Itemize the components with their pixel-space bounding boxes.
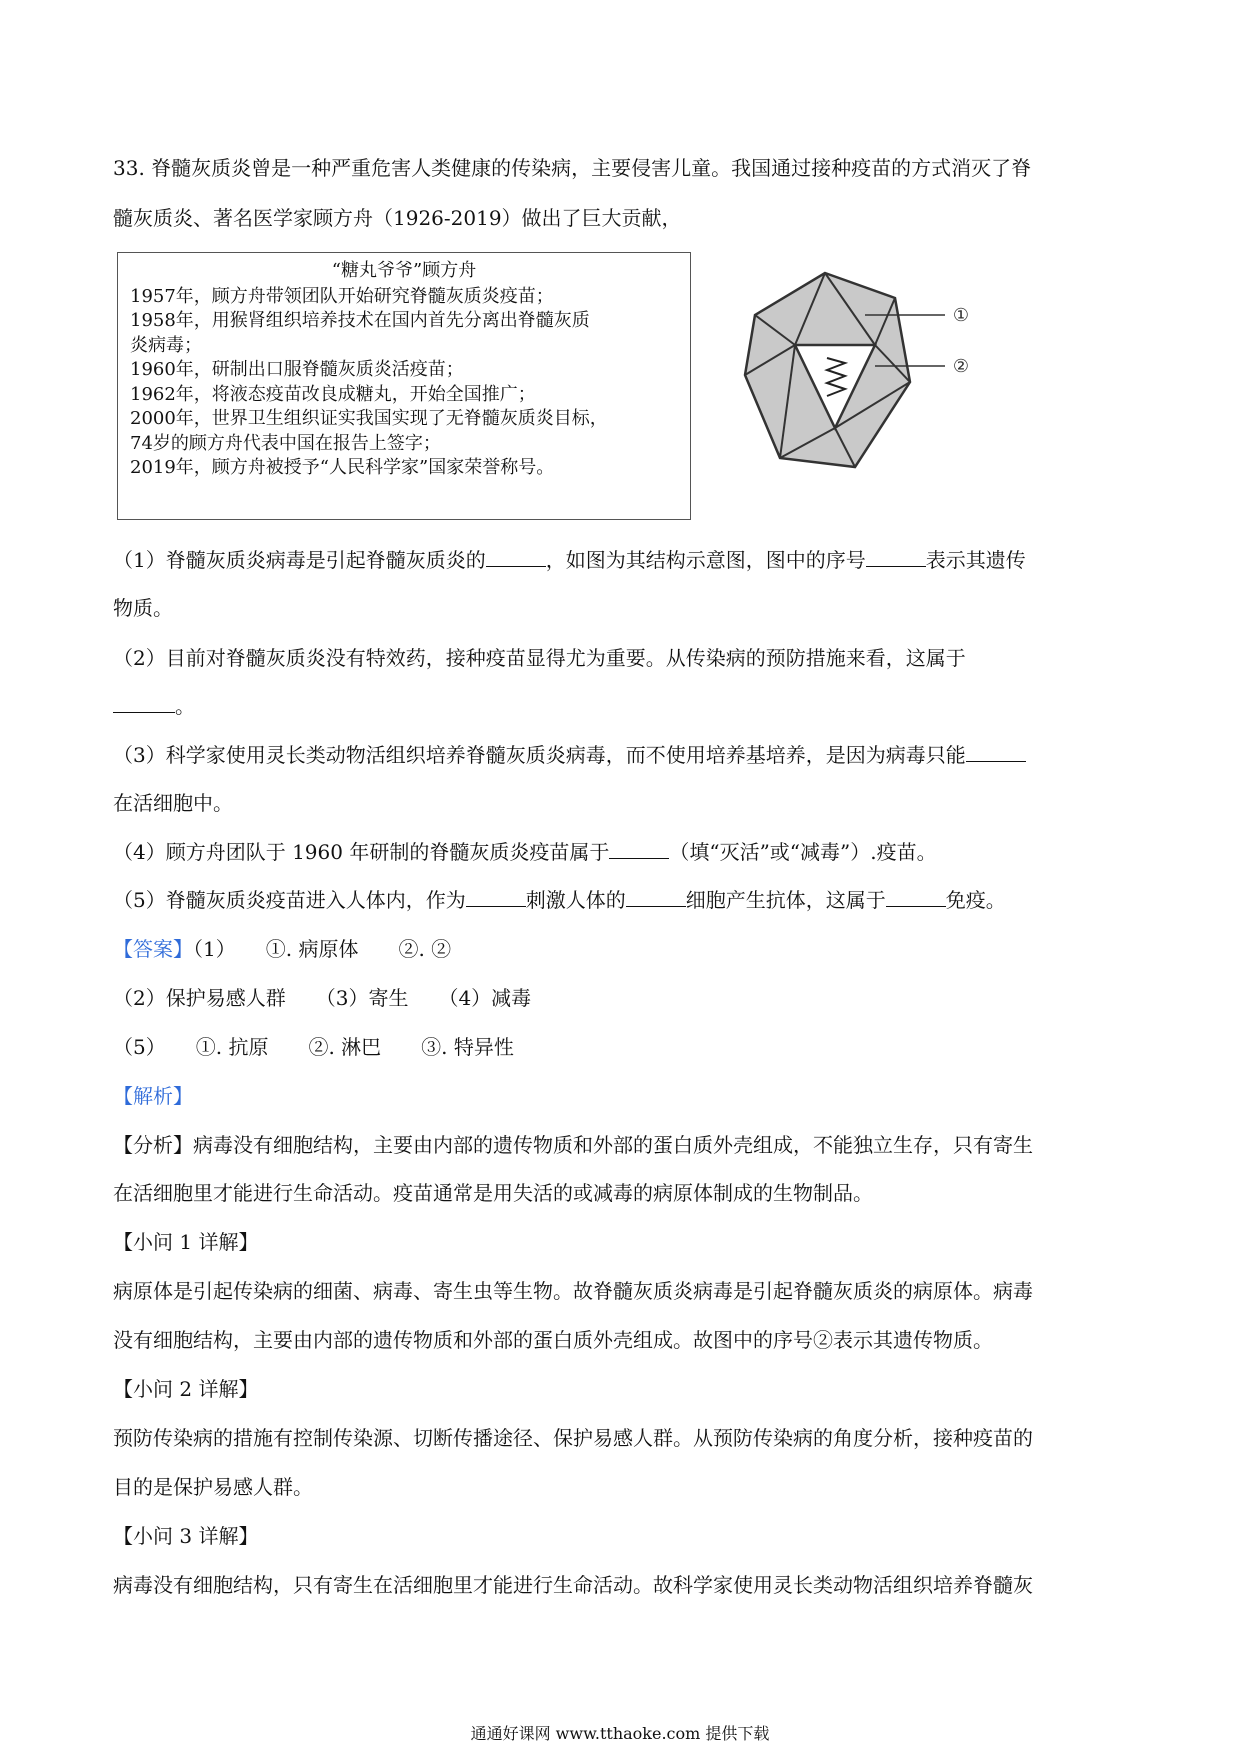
section-1-line-1: 病原体是引起传染病的细菌、病毒、寄生虫等生物。故脊髓灰质炎病毒是引起脊髓灰质炎的病原体。病毒 [113,1279,1033,1303]
question-stem-line1: 33. 脊髓灰质炎曾是一种严重危害人类健康的传染病，主要侵害儿童。我国通过接种疫苗的方式消灭了脊 [113,156,1032,180]
section-heading-1: 【小问 1 详解】 [113,1230,259,1254]
info-box-line: 74岁的顾方舟代表中国在报告上签字； [130,432,441,454]
subquestion-1-cont: 物质。 [113,596,173,620]
q1-text-c: 表示其遗传 [925,548,1026,572]
answer-blank [486,546,546,567]
section-2-line-1: 预防传染病的措施有控制传染源、切断传播途径、保护易感人群。从预防传染病的角度分析，接种疫苗的 [113,1426,1033,1450]
q5-text-d: 免疫。 [945,888,1006,912]
analysis-tag: 【解析】 [113,1084,193,1108]
subquestion-2: （2）目前对脊髓灰质炎没有特效药，接种疫苗显得尤为重要。从传染病的预防措施来看，这属于 [113,646,966,670]
q3-text-a: （3）科学家使用灵长类动物活组织培养脊髓灰质炎病毒，而不使用培养基培养，是因为病毒只能 [113,743,966,767]
info-box-line: 1957年，顾方舟带领团队开始研究脊髓灰质炎疫苗； [130,285,554,307]
answer-blank [966,741,1026,762]
analysis-fenxi-2: 在活细胞里才能进行生命活动。疫苗通常是用失活的或减毒的病原体制成的生物制品。 [113,1181,873,1205]
label-2: ② [952,356,970,377]
answer-blank [609,838,669,859]
answer-blank [886,886,946,907]
q1-text-a: （1）脊髓灰质炎病毒是引起脊髓灰质炎的 [113,548,486,572]
answer-blank [113,692,175,713]
label-1: ① [952,305,970,326]
info-box-line: 炎病毒； [130,334,202,356]
section-heading-3: 【小问 3 详解】 [113,1524,259,1548]
info-box-line: 1962年，将液态疫苗改良成糖丸，开始全国推广； [130,383,536,405]
answer-text-1: （1） ①. 病原体 ②. ② [193,937,452,961]
subquestion-5 [113,886,1006,914]
analysis-fenxi-1: 【分析】病毒没有细胞结构，主要由内部的遗传物质和外部的蛋白质外壳组成，不能独立生存，只有寄生 [113,1133,1033,1157]
answer-line-1 [113,935,451,963]
info-box-line: 1958年，用猴肾组织培养技术在国内首先分离出脊髓灰质 [130,310,590,331]
virus-structure-diagram [735,270,975,470]
section-3-line-1: 病毒没有细胞结构，只有寄生在活细胞里才能进行生命活动。故科学家使用灵长类动物活组织培养脊髓灰 [113,1573,1033,1597]
q4-text-a: （4）顾方舟团队于 1960 年研制的脊髓灰质炎疫苗属于 [113,840,610,864]
answer-line-3: （5） ①. 抗原 ②. 淋巴 ③. 特异性 [113,1035,514,1059]
info-box [117,252,691,520]
subquestion-3-cont: 在活细胞中。 [113,791,233,815]
question-stem-line2: 髓灰质炎、著名医学家顾方舟（1926-2019）做出了巨大贡献， [113,206,682,230]
info-box-line: 1960年，研制出口服脊髓灰质炎活疫苗； [130,359,464,380]
answer-blank [626,886,686,907]
page-footer: 通通好课网 www.tthaoke.com 提供下载 [470,1724,770,1743]
info-box-title: “糖丸爷爷”顾方舟 [331,260,477,281]
section-1-line-2: 没有细胞结构，主要由内部的遗传物质和外部的蛋白质外壳组成。故图中的序号②表示其遗传物质。 [113,1328,993,1352]
answer-line-2: （2）保护易感人群 （3）寄生 （4）减毒 [113,986,532,1010]
section-2-line-2: 目的是保护易感人群。 [113,1475,313,1499]
info-box-line: 2000年，世界卫生组织证实我国实现了无脊髓灰质炎目标， [130,408,608,429]
answer-blank [466,886,526,907]
answer-blank [866,546,926,567]
q2-text-b: 。 [175,694,195,718]
q5-text-b: 刺激人体的 [525,888,626,912]
q4-text-b: （填“灭活”或“减毒”）.疫苗。 [669,840,937,864]
answer-tag: 【答案】 [113,937,193,961]
q5-text-a: （5）脊髓灰质炎疫苗进入人体内，作为 [113,888,466,912]
info-box-line: 2019年，顾方舟被授予“人民科学家”国家荣誉称号。 [130,457,555,478]
subquestion-4 [113,838,937,866]
subquestion-1 [113,546,1026,574]
subquestion-3 [113,741,1026,769]
q5-text-c: 细胞产生抗体，这属于 [685,888,886,912]
subquestion-2-cont [113,692,195,720]
q1-text-b: ，如图为其结构示意图，图中的序号 [545,548,866,572]
section-heading-2: 【小问 2 详解】 [113,1377,259,1401]
